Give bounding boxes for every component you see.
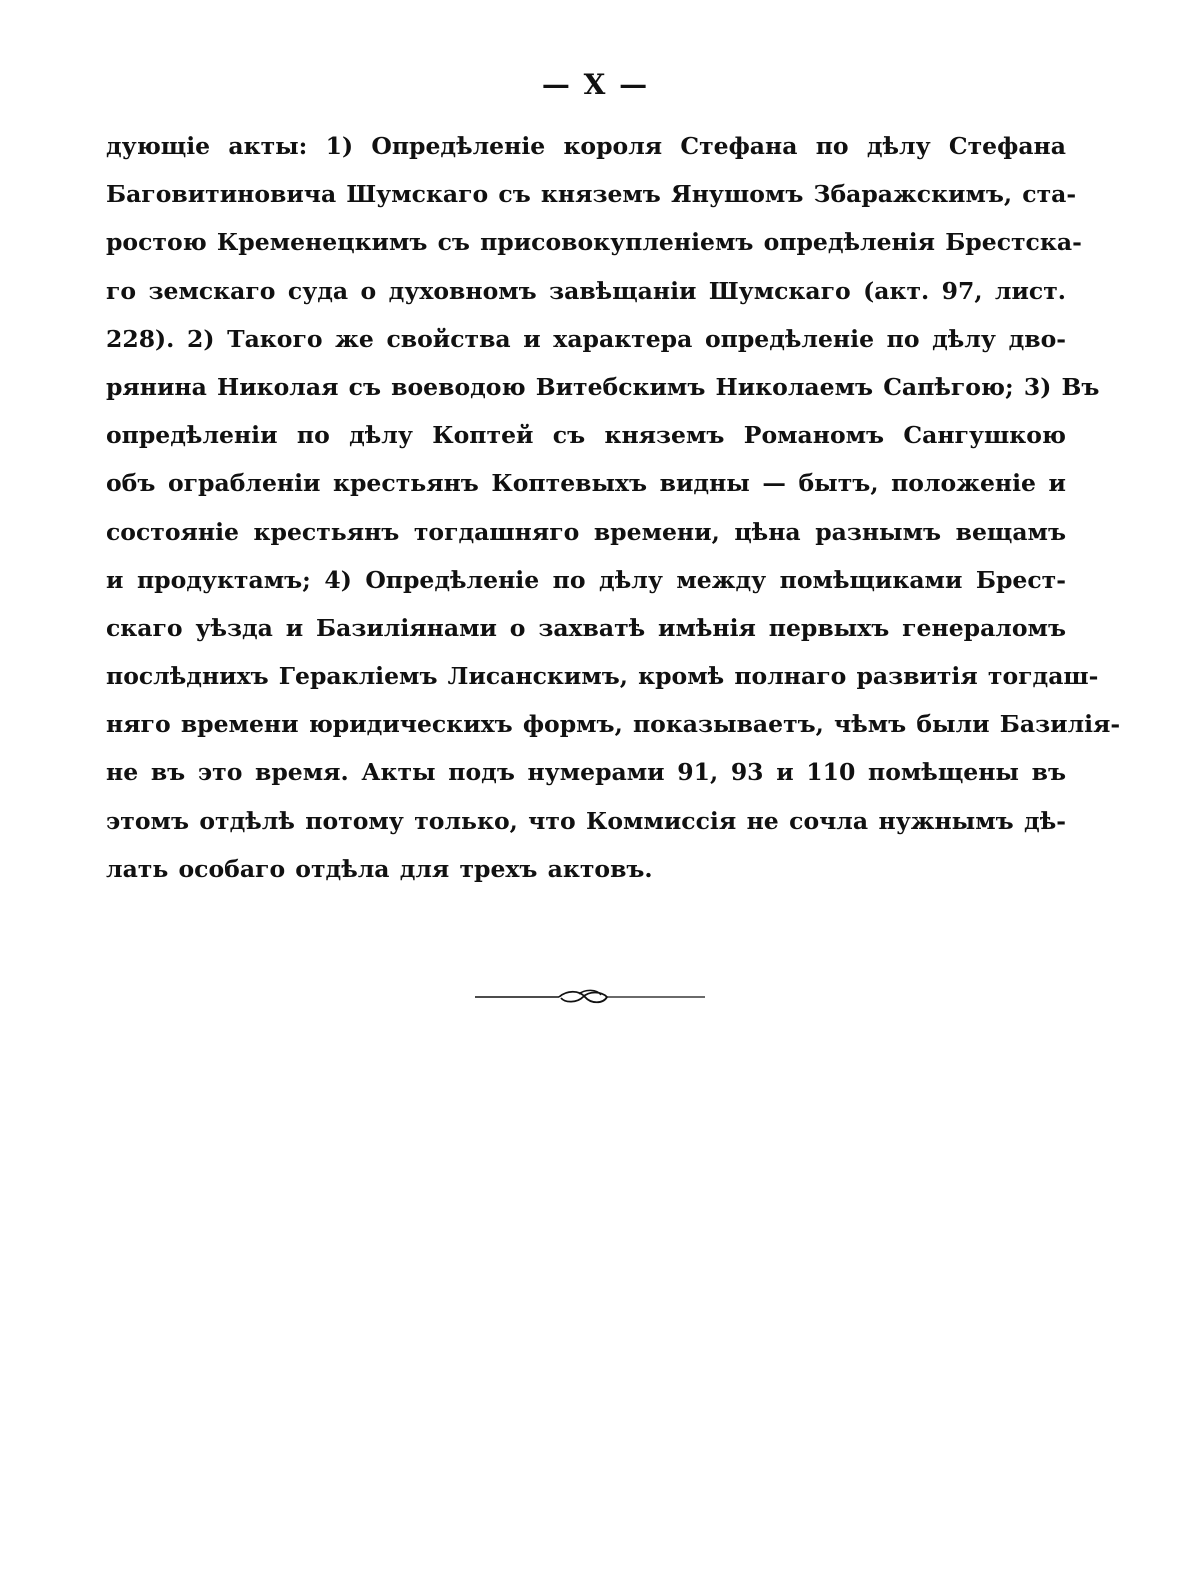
fleuron-divider-icon [475,988,705,1006]
text-line: и продуктамъ; 4) Опредѣленіе по дѣлу между помѣщиками Брест- [106,565,1066,594]
text-line: го земскаго суда о духовномъ завѣщаніи Шумскаго (акт. 97, лист. [106,276,1066,305]
text-line: Баговитиновича Шумскаго съ княземъ Янушомъ Збаражскимъ, ста- [106,180,1077,209]
text-line: этомъ отдѣлѣ потому только, что Коммиссія не сочла нужнымъ дѣ- [106,806,1066,835]
text-line: скаго уѣзда и Базиліянами о захватѣ имѣнія первыхъ генераломъ [106,613,1066,642]
text-line: 228). 2) Такого же свойства и характера опредѣленіе по дѣлу дво- [106,324,1066,353]
text-line: не въ это время. Акты подъ нумерами 91, 93 и 110 помѣщены въ [106,758,1066,787]
text-line: ростою Кременецкимъ съ присовокупленіемъ опредѣленія Брестска- [106,228,1082,257]
text-line: состояніе крестьянъ тогдашняго времени, цѣна разнымъ вещамъ [106,517,1066,546]
text-line: няго времени юридическихъ формъ, показываетъ, чѣмъ были Базилія- [106,710,1121,739]
text-line: послѣднихъ Гераклiемъ Лисанскимъ, кромѣ полнаго развитія тогдаш- [106,662,1099,691]
page-number: — X — [541,68,650,101]
text-line: лать особаго отдѣла для трехъ актовъ. [106,854,653,883]
text-line: опредѣленіи по дѣлу Коптей съ княземъ Романомъ Сангушкою [106,421,1066,450]
text-line: объ ограбленіи крестьянъ Коптевыхъ видны — бытъ, положеніе и [106,469,1066,498]
text-line: дующіе акты: 1) Опредѣленіе короля Стефана по дѣлу Стефана [106,132,1066,160]
text-line: рянина Николая съ воеводою Витебскимъ Николаемъ Сапѣгою; 3) Въ [106,372,1100,401]
body-paragraph [106,122,1121,893]
